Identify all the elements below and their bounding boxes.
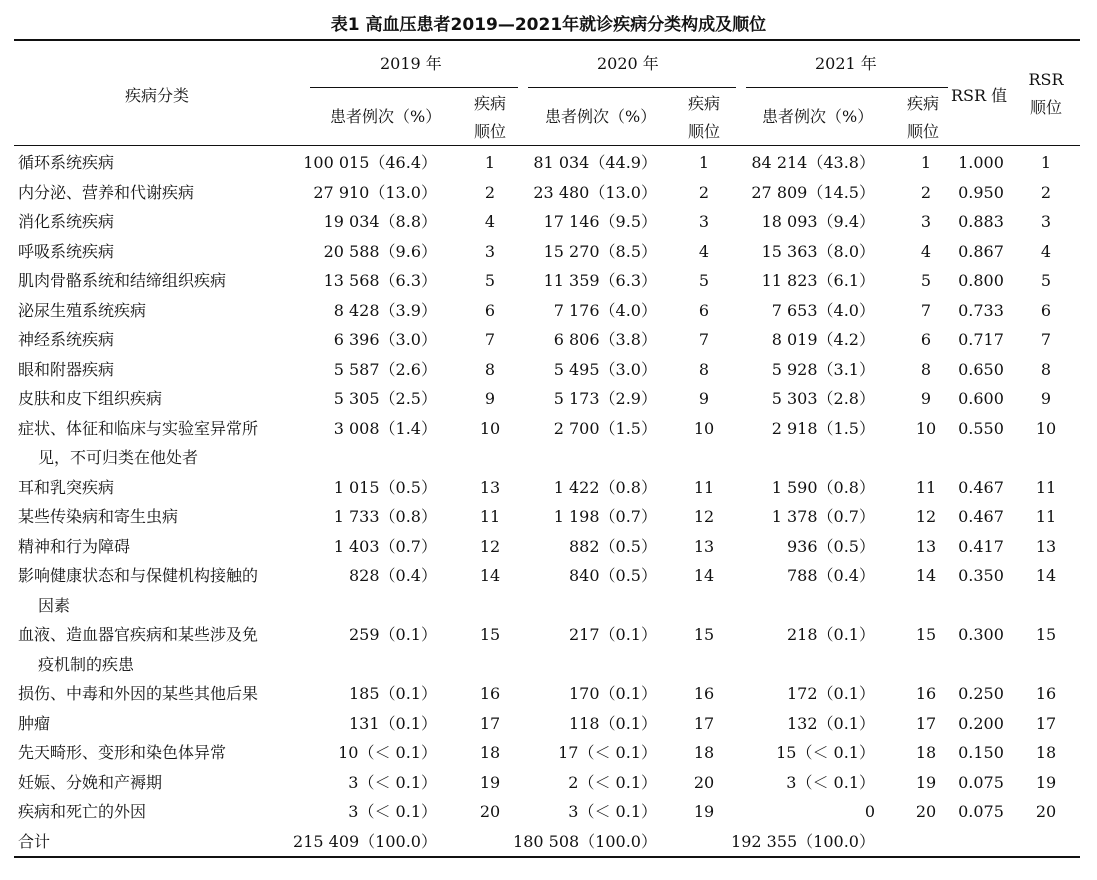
cell-c2019: 828（0.4） — [349, 566, 437, 585]
cell-name: 呼吸系统疾病 — [18, 241, 115, 261]
cell-r2019: 13 — [479, 477, 501, 497]
cell-rsr: 0.733 — [958, 300, 1004, 320]
cell-r2020: 14 — [693, 566, 715, 585]
table-row — [0, 709, 1097, 739]
cell-r2019: 2 — [484, 182, 496, 202]
cell-c2021: 192 355（100.0） — [731, 831, 875, 851]
cell-name: 血液、造血器官疾病和某些涉及免 — [18, 625, 259, 644]
cell-c2019: 6 396（3.0） — [333, 330, 437, 349]
cell-rsr: 0.250 — [958, 684, 1004, 703]
cell-c2019: 3 008（1.4） — [333, 418, 437, 438]
cell-rank: 19 — [1035, 772, 1057, 792]
cell-rank: 4 — [1040, 241, 1052, 261]
table-row — [0, 473, 1097, 503]
cell-rank: 8 — [1040, 359, 1052, 379]
cell-r2021: 9 — [920, 389, 932, 408]
cell-r2020: 19 — [693, 802, 715, 821]
cell-rank: 7 — [1040, 330, 1052, 349]
header-rank-2019 — [472, 90, 508, 146]
cell-r2019: 11 — [479, 507, 501, 526]
cell-rank: 2 — [1040, 182, 1052, 202]
cell-c2020: 180 508（100.0） — [513, 831, 657, 851]
cell-c2020: 5 173（2.9） — [553, 389, 657, 408]
cell-c2020: 1 422（0.8） — [553, 477, 657, 497]
cell-r2019: 12 — [479, 536, 501, 556]
header-rsr-value: RSR 值 — [951, 86, 1008, 105]
cell-r2021: 20 — [915, 802, 937, 821]
cell-c2021: 1 590（0.8） — [771, 477, 875, 497]
table-row — [0, 620, 1097, 674]
table-row — [0, 768, 1097, 798]
cell-c2019: 19 034（8.8） — [323, 212, 437, 231]
header-year-2020: 2020 年 — [597, 54, 659, 73]
cell-c2020: 3（＜ 0.1） — [568, 802, 657, 821]
header-rank-2021-line1: 疾病 — [906, 94, 939, 113]
cell-c2019: 1 403（0.7） — [333, 536, 437, 556]
cell-c2021: 84 214（43.8） — [751, 153, 875, 172]
cell-rsr: 0.075 — [958, 802, 1004, 821]
cell-c2021: 15（＜ 0.1） — [776, 743, 875, 762]
cell-r2021: 4 — [920, 241, 932, 261]
cell-r2020: 7 — [698, 330, 710, 349]
cell-r2020: 15 — [693, 625, 715, 644]
cell-r2021: 14 — [915, 566, 937, 585]
cell-name: 眼和附器疾病 — [18, 359, 115, 379]
cell-c2021: 218（0.1） — [787, 625, 875, 644]
cell-r2020: 10 — [693, 418, 715, 438]
cell-rsr: 0.075 — [958, 772, 1004, 792]
cell-c2019: 215 409（100.0） — [293, 831, 437, 851]
cell-r2020: 17 — [693, 713, 715, 733]
cell-r2020: 4 — [698, 241, 710, 261]
cell-r2020: 1 — [698, 153, 710, 172]
header-category: 疾病分类 — [125, 86, 190, 105]
header-rsr-rank-line2: 顺位 — [1029, 98, 1062, 117]
cell-rsr: 0.950 — [958, 182, 1004, 202]
table-row — [0, 797, 1097, 827]
table-row — [0, 827, 1097, 857]
cell-name: 神经系统疾病 — [18, 330, 115, 349]
header-rank-2019-line2: 顺位 — [473, 122, 506, 141]
cell-c2019: 3（＜ 0.1） — [348, 802, 437, 821]
cell-r2020: 5 — [698, 271, 710, 290]
table-row — [0, 296, 1097, 326]
cell-c2021: 788（0.4） — [787, 566, 875, 585]
cell-c2021: 172（0.1） — [787, 684, 875, 703]
cell-c2020: 7 176（4.0） — [553, 300, 657, 320]
cell-rank: 3 — [1040, 212, 1052, 231]
cell-name-continued: 见，不可归类在他处者 — [38, 448, 199, 467]
cell-r2021: 1 — [920, 153, 932, 172]
table-row — [0, 178, 1097, 208]
cell-r2021: 16 — [915, 684, 937, 703]
cell-name: 疾病和死亡的外因 — [18, 802, 147, 821]
header-cases-2021: 患者例次（%） — [762, 107, 874, 126]
cell-r2020: 2 — [698, 182, 710, 202]
cell-c2020: 81 034（44.9） — [533, 153, 657, 172]
cell-r2021: 18 — [915, 743, 937, 762]
cell-c2020: 6 806（3.8） — [553, 330, 657, 349]
cell-r2021: 7 — [920, 300, 932, 320]
cell-c2019: 10（＜ 0.1） — [338, 743, 437, 762]
cell-rsr: 0.300 — [958, 625, 1004, 644]
header-year-2021: 2021 年 — [815, 54, 877, 73]
cell-c2020: 1 198（0.7） — [553, 507, 657, 526]
cell-r2019: 8 — [484, 359, 496, 379]
cell-name: 肌肉骨骼系统和结缔组织疾病 — [18, 271, 227, 290]
header-rsr-rank — [1024, 66, 1068, 122]
cell-c2021: 132（0.1） — [787, 713, 875, 733]
cell-rank: 15 — [1035, 625, 1057, 644]
cell-c2020: 17 146（9.5） — [543, 212, 657, 231]
cell-r2019: 15 — [479, 625, 501, 644]
cell-c2020: 15 270（8.5） — [543, 241, 657, 261]
cell-r2021: 5 — [920, 271, 932, 290]
table-row — [0, 738, 1097, 768]
cell-name: 合计 — [18, 831, 51, 851]
table-row — [0, 355, 1097, 385]
cell-r2021: 12 — [915, 507, 937, 526]
cell-r2019: 17 — [479, 713, 501, 733]
cell-rsr: 0.717 — [958, 330, 1004, 349]
cell-c2020: 840（0.5） — [569, 566, 657, 585]
cell-r2020: 6 — [698, 300, 710, 320]
cell-c2020: 2 700（1.5） — [553, 418, 657, 438]
cell-name: 泌尿生殖系统疾病 — [18, 300, 147, 320]
cell-rank: 11 — [1035, 507, 1057, 526]
cell-r2019: 14 — [479, 566, 501, 585]
cell-name: 耳和乳突疾病 — [18, 477, 115, 497]
cell-r2021: 8 — [920, 359, 932, 379]
cell-c2021: 936（0.5） — [787, 536, 875, 556]
cell-r2021: 3 — [920, 212, 932, 231]
table-row — [0, 207, 1097, 237]
cell-name-continued: 疫机制的疾患 — [38, 654, 135, 674]
cell-rank: 1 — [1040, 153, 1052, 172]
header-rsr-rank-line1: RSR — [1028, 70, 1064, 89]
cell-r2020: 9 — [698, 389, 710, 408]
cell-rsr: 0.600 — [958, 389, 1004, 408]
cell-name: 损伤、中毒和外因的某些其他后果 — [18, 684, 259, 703]
table-row — [0, 414, 1097, 467]
cell-rank: 6 — [1040, 300, 1052, 320]
cell-rsr: 0.550 — [958, 418, 1004, 438]
cell-rsr: 1.000 — [958, 153, 1004, 172]
header-rank-2020-line1: 疾病 — [687, 94, 720, 113]
header-rank-2021 — [905, 90, 941, 146]
cell-rank: 20 — [1035, 802, 1057, 821]
cell-name: 消化系统疾病 — [18, 212, 115, 231]
cell-r2021: 19 — [915, 772, 937, 792]
cell-rsr: 0.150 — [958, 743, 1004, 762]
cell-c2021: 5 303（2.8） — [771, 389, 875, 408]
table-row — [0, 561, 1097, 615]
cell-r2019: 6 — [484, 300, 496, 320]
cell-r2019: 19 — [479, 772, 501, 792]
cell-name: 内分泌、营养和代谢疾病 — [18, 182, 195, 202]
cell-name: 先天畸形、变形和染色体异常 — [18, 743, 227, 762]
cell-rank: 18 — [1035, 743, 1057, 762]
cell-c2020: 17（＜ 0.1） — [558, 743, 657, 762]
cell-rsr: 0.350 — [958, 566, 1004, 585]
cell-c2019: 3（＜ 0.1） — [348, 772, 437, 792]
table-row — [0, 325, 1097, 355]
cell-c2021: 8 019（4.2） — [771, 330, 875, 349]
cell-c2019: 27 910（13.0） — [313, 182, 437, 202]
cell-name: 某些传染病和寄生虫病 — [18, 507, 179, 526]
header-cases-2019: 患者例次（%） — [330, 107, 442, 126]
cell-c2021: 18 093（9.4） — [761, 212, 875, 231]
cell-c2019: 185（0.1） — [349, 684, 437, 703]
cell-r2019: 10 — [479, 418, 501, 438]
cell-r2019: 9 — [484, 389, 496, 408]
cell-rsr: 0.200 — [958, 713, 1004, 733]
cell-c2021: 5 928（3.1） — [771, 359, 875, 379]
cell-c2020: 170（0.1） — [569, 684, 657, 703]
cell-rank: 17 — [1035, 713, 1057, 733]
cell-c2021: 3（＜ 0.1） — [786, 772, 875, 792]
cell-r2020: 8 — [698, 359, 710, 379]
cell-c2021: 0 — [864, 802, 875, 821]
cell-r2020: 12 — [693, 507, 715, 526]
cell-rank: 16 — [1035, 684, 1057, 703]
header-rank-2019-line1: 疾病 — [473, 94, 506, 113]
cell-rank: 5 — [1040, 271, 1052, 290]
cell-r2019: 5 — [484, 271, 496, 290]
cell-c2021: 11 823（6.1） — [761, 271, 875, 290]
cell-c2021: 2 918（1.5） — [771, 418, 875, 438]
cell-c2020: 118（0.1） — [569, 713, 657, 733]
cell-r2019: 3 — [484, 241, 496, 261]
cell-c2019: 259（0.1） — [349, 625, 437, 644]
cell-rsr: 0.467 — [958, 477, 1004, 497]
cell-rsr: 0.883 — [958, 212, 1004, 231]
cell-r2021: 10 — [915, 418, 937, 438]
cell-r2019: 1 — [484, 153, 496, 172]
cell-c2019: 100 015（46.4） — [303, 153, 437, 172]
cell-rsr: 0.800 — [958, 271, 1004, 290]
table-row — [0, 237, 1097, 267]
header-rule — [14, 145, 1080, 146]
cell-rsr: 0.650 — [958, 359, 1004, 379]
cell-c2019: 13 568（6.3） — [323, 271, 437, 290]
cell-c2020: 11 359（6.3） — [543, 271, 657, 290]
cell-c2019: 5 305（2.5） — [333, 389, 437, 408]
cell-name-continued: 因素 — [38, 595, 71, 615]
cell-r2021: 17 — [915, 713, 937, 733]
header-year-2019: 2019 年 — [380, 54, 442, 73]
cell-r2019: 18 — [479, 743, 501, 762]
cell-c2019: 131（0.1） — [349, 713, 437, 733]
cell-rank: 13 — [1035, 536, 1057, 556]
year-2019-underline — [310, 87, 518, 88]
cell-c2019: 5 587（2.6） — [333, 359, 437, 379]
table-row — [0, 266, 1097, 296]
cell-rank: 9 — [1040, 389, 1052, 408]
cell-r2019: 7 — [484, 330, 496, 349]
cell-name: 皮肤和皮下组织疾病 — [18, 389, 163, 408]
cell-name: 症状、体征和临床与实验室异常所 — [18, 418, 259, 438]
cell-rank: 14 — [1035, 566, 1057, 585]
cell-c2020: 217（0.1） — [569, 625, 657, 644]
cell-c2019: 1 015（0.5） — [333, 477, 437, 497]
cell-r2021: 2 — [920, 182, 932, 202]
cell-c2021: 15 363（8.0） — [761, 241, 875, 261]
table-row — [0, 532, 1097, 562]
cell-r2021: 6 — [920, 330, 932, 349]
table-row — [0, 502, 1097, 532]
cell-r2019: 4 — [484, 212, 496, 231]
cell-c2019: 1 733（0.8） — [333, 507, 437, 526]
cell-rsr: 0.867 — [958, 241, 1004, 261]
table-row — [0, 148, 1097, 178]
header-rank-2021-line2: 顺位 — [906, 122, 939, 141]
cell-c2020: 2（＜ 0.1） — [568, 772, 657, 792]
header-rank-2020-line2: 顺位 — [687, 122, 720, 141]
cell-r2021: 11 — [915, 477, 937, 497]
top-rule — [14, 39, 1080, 41]
cell-name: 肿瘤 — [18, 713, 51, 733]
cell-name: 妊娠、分娩和产褥期 — [18, 772, 163, 792]
cell-name: 循环系统疾病 — [18, 153, 115, 172]
cell-c2021: 1 378（0.7） — [771, 507, 875, 526]
cell-r2020: 20 — [693, 772, 715, 792]
year-2020-underline — [528, 87, 736, 88]
table-title: 表1 高血压患者2019—2021年就诊疾病分类构成及顺位 — [330, 15, 767, 35]
cell-c2019: 20 588（9.6） — [323, 241, 437, 261]
year-2021-underline — [746, 87, 948, 88]
table-row — [0, 679, 1097, 709]
header-cases-2020: 患者例次（%） — [545, 107, 657, 126]
cell-r2020: 13 — [693, 536, 715, 556]
cell-rank: 11 — [1035, 477, 1057, 497]
cell-r2019: 16 — [479, 684, 501, 703]
cell-r2020: 11 — [693, 477, 715, 497]
cell-r2020: 16 — [693, 684, 715, 703]
header-rank-2020 — [686, 90, 722, 146]
cell-r2019: 20 — [479, 802, 501, 821]
cell-r2021: 15 — [915, 625, 937, 644]
table-row — [0, 384, 1097, 414]
cell-r2020: 18 — [693, 743, 715, 762]
bottom-rule — [14, 856, 1080, 858]
cell-name: 精神和行为障碍 — [18, 536, 131, 556]
cell-c2020: 882（0.5） — [569, 536, 657, 556]
cell-r2021: 13 — [915, 536, 937, 556]
cell-c2021: 7 653（4.0） — [771, 300, 875, 320]
cell-c2020: 5 495（3.0） — [553, 359, 657, 379]
cell-c2021: 27 809（14.5） — [751, 182, 875, 202]
cell-r2020: 3 — [698, 212, 710, 231]
cell-rank: 10 — [1035, 418, 1057, 438]
cell-name: 影响健康状态和与保健机构接触的 — [18, 566, 259, 585]
cell-rsr: 0.467 — [958, 507, 1004, 526]
cell-c2020: 23 480（13.0） — [533, 182, 657, 202]
cell-rsr: 0.417 — [958, 536, 1004, 556]
cell-c2019: 8 428（3.9） — [333, 300, 437, 320]
